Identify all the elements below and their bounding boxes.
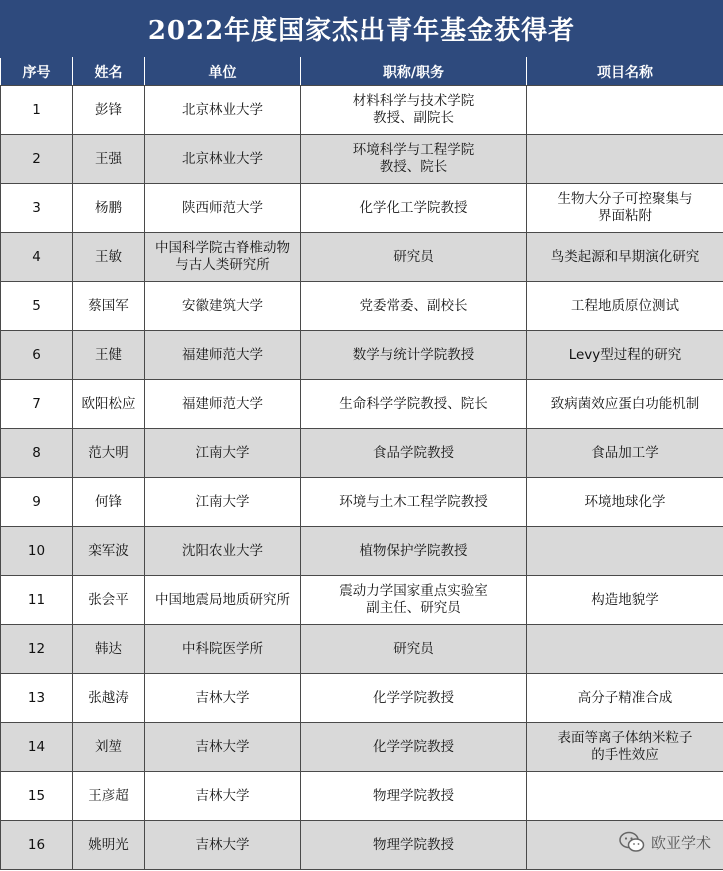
cell-no: 10 [1, 527, 73, 576]
table-row [1, 331, 723, 380]
cell-position [301, 723, 527, 772]
table-row [1, 674, 723, 723]
cell-no: 5 [1, 282, 73, 331]
cell-position-line: 生命科学学院教授、院长 [339, 395, 488, 412]
cell-no: 6 [1, 331, 73, 380]
cell-no: 16 [1, 821, 73, 870]
cell-unit-line: 福建师范大学 [182, 346, 263, 363]
cell-no: 9 [1, 478, 73, 527]
cell-unit-line: 北京林业大学 [182, 150, 263, 167]
header-row [1, 58, 723, 86]
cell-unit-line: 吉林大学 [195, 787, 250, 804]
cell-no: 15 [1, 772, 73, 821]
cell-no: 12 [1, 625, 73, 674]
cell-no: 11 [1, 576, 73, 625]
cell-name: 王彦超 [73, 772, 145, 821]
cell-no: 8 [1, 429, 73, 478]
cell-unit-line: 沈阳农业大学 [182, 542, 263, 559]
table-row [1, 135, 723, 184]
cell-position [301, 380, 527, 429]
cell-unit [145, 625, 301, 674]
cell-project-line: Levy型过程的研究 [568, 346, 682, 363]
cell-position-line: 研究员 [393, 248, 434, 265]
cell-name: 王健 [73, 331, 145, 380]
table-title: 2022年度国家杰出青年基金获得者 [0, 0, 723, 57]
cell-unit-line: 中国科学院古脊椎动物 [155, 240, 290, 256]
table-row [1, 86, 723, 135]
header-position: 职称/职务 [301, 58, 527, 86]
cell-project [527, 135, 723, 184]
cell-name: 韩达 [73, 625, 145, 674]
cell-unit [145, 576, 301, 625]
cell-no: 2 [1, 135, 73, 184]
cell-no: 3 [1, 184, 73, 233]
header-name: 姓名 [73, 58, 145, 86]
cell-no: 14 [1, 723, 73, 772]
cell-unit [145, 772, 301, 821]
cell-position [301, 429, 527, 478]
cell-position-line: 化学学院教授 [373, 689, 454, 706]
table-row [1, 282, 723, 331]
cell-project [527, 233, 723, 282]
table-row [1, 184, 723, 233]
cell-project-line: 环境地球化学 [584, 493, 666, 510]
cell-name: 张越涛 [73, 674, 145, 723]
watermark-text: 欧亚学术 [650, 833, 711, 852]
cell-unit-line: 吉林大学 [195, 836, 250, 853]
cell-no: 1 [1, 86, 73, 135]
cell-project [527, 429, 723, 478]
cell-unit-line: 江南大学 [195, 493, 250, 510]
cell-position-line: 数学与统计学院教授 [352, 346, 475, 363]
cell-unit [145, 233, 301, 282]
cell-unit [145, 429, 301, 478]
cell-unit-line: 中科院医学所 [182, 640, 263, 657]
cell-position-line: 物理学院教授 [373, 836, 454, 853]
table-row [1, 576, 723, 625]
cell-project [527, 674, 723, 723]
cell-project [527, 331, 723, 380]
cell-project [527, 380, 723, 429]
cell-unit [145, 331, 301, 380]
cell-position-line: 环境科学与工程学院 [352, 142, 475, 158]
table-row [1, 625, 723, 674]
header-unit: 单位 [145, 58, 301, 86]
cell-name: 欧阳松应 [73, 380, 145, 429]
table-row [1, 527, 723, 576]
cell-project [527, 723, 723, 772]
cell-position [301, 135, 527, 184]
cell-name: 张会平 [73, 576, 145, 625]
cell-no: 4 [1, 233, 73, 282]
cell-name: 刘堃 [73, 723, 145, 772]
cell-unit [145, 86, 301, 135]
cell-project [527, 527, 723, 576]
table-row [1, 380, 723, 429]
cell-position [301, 184, 527, 233]
cell-position [301, 625, 527, 674]
cell-no: 13 [1, 674, 73, 723]
cell-project-line: 构造地貌学 [591, 591, 659, 608]
cell-position-line: 教授、院长 [379, 159, 448, 175]
cell-project-line: 高分子精准合成 [577, 689, 673, 706]
cell-unit [145, 821, 301, 870]
cell-unit-line: 福建师范大学 [182, 395, 263, 412]
cell-position-line: 化学化工学院教授 [359, 199, 468, 216]
cell-no: 7 [1, 380, 73, 429]
cell-position [301, 772, 527, 821]
cell-unit [145, 282, 301, 331]
cell-position [301, 821, 527, 870]
cell-project-line: 鸟类起源和早期演化研究 [550, 248, 700, 265]
cell-unit-line: 吉林大学 [195, 738, 250, 755]
cell-unit-line: 北京林业大学 [182, 101, 263, 118]
cell-position [301, 674, 527, 723]
watermark [619, 831, 711, 853]
cell-unit-line: 中国地震局地质研究所 [155, 591, 290, 608]
cell-position-line: 副主任、研究员 [366, 600, 461, 616]
cell-project [527, 576, 723, 625]
cell-position-line: 材料科学与技术学院 [352, 93, 475, 109]
cell-name: 王强 [73, 135, 145, 184]
cell-project-line: 表面等离子体纳米粒子 [557, 730, 693, 746]
cell-position [301, 527, 527, 576]
cell-unit [145, 135, 301, 184]
cell-position [301, 576, 527, 625]
cell-project [527, 282, 723, 331]
cell-project-line: 工程地质原位测试 [571, 297, 679, 314]
cell-unit-line: 安徽建筑大学 [182, 297, 263, 314]
cell-name: 栾军波 [73, 527, 145, 576]
table-row [1, 723, 723, 772]
table-row [1, 772, 723, 821]
cell-unit-line: 吉林大学 [195, 689, 250, 706]
cell-position [301, 478, 527, 527]
cell-project [527, 478, 723, 527]
cell-name: 杨鹏 [73, 184, 145, 233]
awardees-table [0, 57, 723, 870]
cell-project [527, 625, 723, 674]
table-row [1, 429, 723, 478]
cell-position-line: 党委常委、副校长 [359, 297, 468, 314]
cell-position [301, 282, 527, 331]
cell-unit-line: 与古人类研究所 [175, 257, 270, 273]
cell-project [527, 86, 723, 135]
cell-name: 范大明 [73, 429, 145, 478]
cell-name: 蔡国军 [73, 282, 145, 331]
cell-project-line: 食品加工学 [591, 444, 659, 461]
cell-unit [145, 380, 301, 429]
cell-unit [145, 674, 301, 723]
header-no: 序号 [1, 58, 73, 86]
cell-position-line: 化学学院教授 [373, 738, 454, 755]
cell-unit-line: 江南大学 [195, 444, 250, 461]
cell-position-line: 教授、副院长 [373, 110, 454, 126]
cell-name: 彭锋 [73, 86, 145, 135]
header-project: 项目名称 [527, 58, 723, 86]
table-row [1, 821, 723, 870]
cell-unit [145, 184, 301, 233]
cell-position-line: 研究员 [393, 640, 434, 657]
cell-unit-line: 陕西师范大学 [182, 199, 263, 216]
cell-unit [145, 527, 301, 576]
cell-unit [145, 723, 301, 772]
cell-name: 姚明光 [73, 821, 145, 870]
cell-project-line: 致病菌效应蛋白功能机制 [550, 395, 700, 412]
cell-project-line: 界面粘附 [598, 208, 652, 224]
cell-unit [145, 478, 301, 527]
cell-name: 王敏 [73, 233, 145, 282]
cell-name: 何锋 [73, 478, 145, 527]
table-row [1, 478, 723, 527]
cell-project [527, 772, 723, 821]
cell-position-line: 食品学院教授 [373, 444, 454, 461]
cell-project-line: 的手性效应 [591, 747, 659, 763]
cell-position-line: 环境与土木工程学院教授 [339, 493, 488, 510]
cell-position-line: 震动力学国家重点实验室 [339, 583, 488, 599]
cell-project-line: 生物大分子可控聚集与 [557, 191, 693, 207]
cell-position-line: 物理学院教授 [373, 787, 454, 804]
cell-position-line: 植物保护学院教授 [359, 542, 468, 559]
cell-position [301, 233, 527, 282]
cell-project [527, 184, 723, 233]
cell-position [301, 331, 527, 380]
wechat-icon [619, 831, 645, 853]
table-row [1, 233, 723, 282]
cell-position [301, 86, 527, 135]
